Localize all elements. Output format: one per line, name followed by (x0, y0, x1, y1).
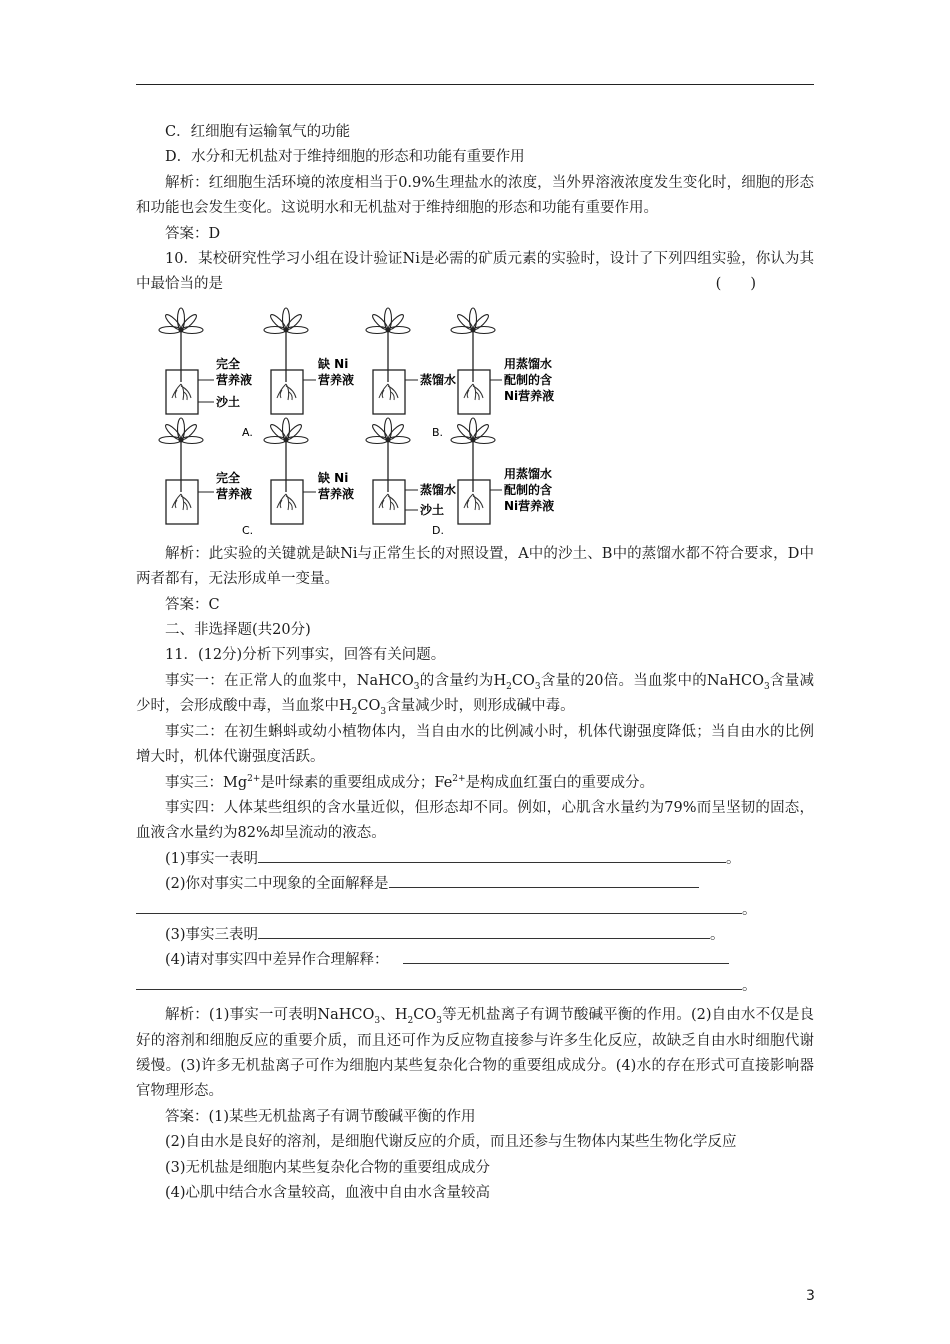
setup-c-left (159, 418, 252, 524)
sub-question-3 (136, 923, 814, 948)
caption-d: D. (432, 523, 444, 534)
answer-10: 答案：C (165, 596, 220, 613)
subscript: 2 (351, 707, 358, 718)
caption-a: A. (242, 425, 253, 439)
fact-3-text-b: 是叶绿素的重要组成成分；Fe (260, 774, 453, 791)
answer-blank-4a[interactable] (403, 948, 729, 964)
label-a-complete: 完全 (216, 356, 241, 371)
question-10 (136, 247, 814, 298)
period: 。 (726, 850, 741, 867)
subscript: 3 (534, 681, 541, 692)
subscript: 3 (764, 681, 770, 692)
subscript: 3 (436, 1016, 442, 1027)
answer-bracket: ( ) (715, 276, 756, 293)
label-d-water: 蒸馏水 (420, 482, 457, 497)
answer-9: 答案：D (165, 225, 221, 242)
label-a-nutrient: 营养液 (216, 372, 253, 387)
answer-blank-2b[interactable] (136, 898, 742, 914)
answer-11-4: (4)心肌中结合水含量较高，血液中自由水含量较高 (165, 1185, 491, 1201)
fact-4: 事实四：人体某些组织的含水量近似，但形态却不同。例如，心肌含水量约为79%而呈坚韧的固态，血液含水量约为82%却呈流动的液态。 (136, 799, 814, 842)
label-d-prepared: 配制的含 (504, 482, 553, 497)
label-a-nutrient-2: 营养液 (318, 372, 355, 387)
question-10-text: 10．某校研究性学习小组在设计验证Ni是必需的矿质元素的实验时，设计了下列四组实验，你认为其中最恰当的是 (136, 251, 814, 293)
fact-3 (136, 771, 814, 796)
header-rule (136, 84, 814, 85)
label-b-distilled: 用蒸馏水 (504, 356, 553, 371)
fact-1-text-a: 事实一：在正常人的血浆中，NaHCO (165, 672, 414, 689)
label-a-no-ni: 缺 Ni (318, 356, 349, 371)
setup-b-right (451, 308, 554, 414)
answer-blank-1[interactable] (258, 847, 726, 863)
sub-question-4-cont (136, 974, 814, 999)
sub-question-1-label: (1)事实一表明 (165, 850, 259, 867)
sub-question-1 (136, 847, 814, 872)
label-b-water: 蒸馏水 (420, 372, 457, 387)
fact-1-text-d: 含量的20倍。当血浆中的NaHCO (540, 672, 764, 689)
answer-blank-3[interactable] (258, 923, 710, 939)
setup-b-left (366, 308, 456, 414)
fact-1-text-b: 的含量约为H (419, 672, 507, 689)
subscript: 3 (380, 707, 387, 718)
label-c-complete: 完全 (216, 470, 241, 485)
label-c-no-ni: 缺 Ni (318, 470, 349, 485)
period: 。 (742, 977, 757, 994)
answer-blank-2a[interactable] (389, 872, 699, 888)
analysis-11-text-a: 解析：(1)事实一可表明NaHCO (165, 1007, 375, 1024)
subscript: 3 (413, 681, 420, 692)
fact-3-text-c: 是构成血红蛋白的重要成分。 (465, 774, 655, 791)
setup-c-right (264, 418, 354, 524)
page-number: 3 (806, 1288, 815, 1304)
label-d-sand: 沙土 (420, 502, 445, 517)
option-c: C．红细胞有运输氧气的功能 (165, 124, 351, 140)
analysis-11-text-b: 、H (380, 1007, 408, 1024)
analysis-9: 解析：红细胞生活环境的浓度相当于0.9%生理盐水的浓度，当外界溶液浓度发生变化时，细胞的形态和功能也会发生变化。这说明水和无机盐对于维持细胞的形态和功能有重要作用。 (136, 174, 814, 217)
sub-question-3-label: (3)事实三表明 (165, 926, 259, 943)
fact-1-text-g: 含量减少时，则形成碱中毒。 (386, 698, 575, 715)
question-11: 11．(12分)分析下列事实，回答有关问题。 (165, 647, 446, 664)
fact-1-text-e: 含量减少时，会形成酸中毒，当血浆中H (136, 672, 814, 715)
page-content (136, 120, 814, 1206)
experiment-diagram (136, 302, 814, 534)
sub-question-2-label: (2)你对事实二中现象的全面解释是 (165, 876, 389, 893)
experiment-figure (136, 302, 814, 534)
analysis-10: 解析：此实验的关键就是缺Ni与正常生长的对照设置，A中的沙土、B中的蒸馏水都不符合要求，D中两者都有，无法形成单一变量。 (136, 545, 814, 588)
superscript: 2+ (452, 773, 466, 784)
label-d-ni-nutrient: Ni营养液 (504, 498, 555, 513)
analysis-11 (136, 1003, 814, 1105)
answer-11-1: 答案：(1)某些无机盐离子有调节酸碱平衡的作用 (165, 1108, 476, 1125)
answer-blank-4b[interactable] (136, 974, 742, 990)
fact-1-text-f: CO (357, 698, 381, 715)
label-a-sand: 沙土 (216, 394, 241, 409)
sub-question-2-cont (136, 898, 814, 923)
section-heading: 二、非选择题(共20分) (165, 622, 311, 639)
fact-1-text-c: CO (511, 672, 535, 689)
label-c-nutrient: 营养液 (216, 486, 253, 501)
option-d: D．水分和无机盐对于维持细胞的形态和功能有重要作用 (165, 149, 525, 166)
period: 。 (710, 926, 725, 943)
label-d-distilled: 用蒸馏水 (504, 466, 553, 481)
caption-c: C. (242, 523, 254, 534)
fact-3-text-a: 事实三：Mg (165, 774, 248, 791)
setup-a-right (264, 308, 354, 414)
superscript: 2+ (247, 773, 261, 784)
subscript: 2 (506, 681, 512, 692)
analysis-11-text-c: CO (413, 1007, 437, 1024)
answer-11-2: (2)自由水是良好的溶剂，是细胞代谢反应的介质，而且还参与生物体内某些生物化学反应 (165, 1134, 737, 1151)
sub-question-4 (136, 948, 814, 973)
subscript: 3 (374, 1016, 381, 1027)
period: 。 (742, 901, 757, 918)
sub-question-2 (136, 872, 814, 897)
setup-a-left (159, 308, 252, 414)
caption-b: B. (432, 425, 444, 439)
fact-1 (136, 669, 814, 720)
subscript: 2 (407, 1016, 414, 1027)
label-c-nutrient-2: 营养液 (318, 486, 355, 501)
label-b-ni-nutrient: Ni营养液 (504, 388, 555, 403)
setup-d-right (451, 418, 554, 524)
analysis-11-text-d: 等无机盐离子有调节酸碱平衡的作用。(2)自由水不仅是良好的溶剂和细胞反应的重要介质，而且还可作为反应物直接参与许多生化反应，故缺乏自由水时细胞代谢缓慢。(3)许多无机盐离子可作为细胞内某些复杂化合物的重要组成成分。(4)水的存在形式可直接影响器官物理形态。 (136, 1007, 814, 1100)
sub-question-4-label: (4)请对事实四中差异作合理解释： (165, 952, 389, 969)
label-b-prepared: 配制的含 (504, 372, 553, 387)
answer-11-3: (3)无机盐是细胞内某些复杂化合物的重要组成成分 (165, 1159, 491, 1176)
fact-2: 事实二：在初生蝌蚪或幼小植物体内，当自由水的比例减小时，机体代谢强度降低；当自由水的比例增大时，机体代谢强度活跃。 (136, 723, 814, 766)
